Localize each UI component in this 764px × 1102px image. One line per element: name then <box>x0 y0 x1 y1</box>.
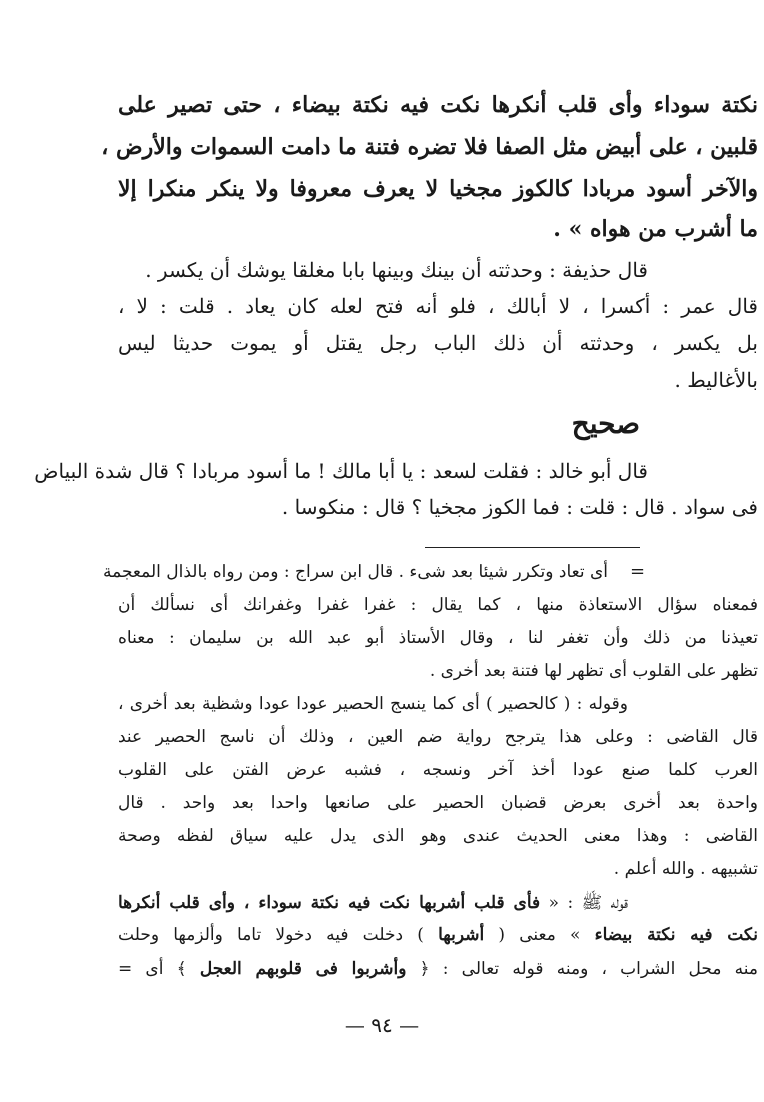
footnote-line: قال القاضى : وعلى هذا يترجح رواية ضم العين ، وذلك أن ناسج الحصير عند <box>118 727 758 747</box>
abu-khalid-line: قال أبو خالد : فقلت لسعد : يا أبا مالك ! ما أسود مربادا ؟ قال شدة البياض <box>34 459 648 483</box>
footnote-line: تشبيهه . والله أعلم . <box>613 859 758 879</box>
footnote-line: واحدة بعد أخرى بعرض قضبان الحصير على صانعها واحدا بعد واحد . قال <box>118 793 758 813</box>
continuation-mark: = <box>630 561 646 582</box>
footnote-separator <box>425 547 640 548</box>
footnote-line: وقوله : ( كالحصير ) أى كما ينسج الحصير عودا عودا وشظية بعد أخرى ، <box>118 694 628 714</box>
footnote-quote-bold: وأشربوا فى قلوبهم العجل <box>199 959 407 979</box>
footnote-line: تظهر على القلوب أى تظهر لها فتنة بعد أخرى . <box>429 661 758 681</box>
footnote-line <box>118 958 758 979</box>
footnote-line <box>118 892 628 917</box>
footnote-line: تعيذنا من ذلك وأن تغفر لنا ، وقال الأستاذ أبو عبد الله بن سليمان : معناه <box>118 628 758 648</box>
narration-line: بل يكسر ، وحدثته أن ذلك الباب رجل يقتل أو يموت حديثا ليس <box>118 331 758 355</box>
narration-line: قال حذيفة : وحدثته أن بينك وبينها بابا مغلقا يوشك أن يكسر . <box>145 258 648 282</box>
page-number: — ٩٤ — <box>344 1013 420 1037</box>
footnote-line: فمعناه سؤال الاستعاذة منها ، كما يقال : غفرا غفرا وغفرانك أى نسألك أن <box>118 595 758 615</box>
footnote-quote-bold: فأى قلب أشربها نكت فيه نكتة سوداء ، وأى قلب أنكرها <box>118 893 541 913</box>
footnote-line: أى تعاد وتكرر شيئا بعد شىء . قال ابن سراج : ومن رواه بالذال المعجمة <box>103 562 608 582</box>
hadith-line: قلبين ، على أبيض مثل الصفا فلا تضره فتنة ما دامت السموات والأرض ، <box>101 134 758 160</box>
abu-khalid-line: فى سواد . قال : قلت : فما الكوز مجخيا ؟ قال : منكوسا . <box>281 495 758 519</box>
footnote-quote-bold: نكت فيه نكتة بيضاء <box>594 925 759 945</box>
footnote-quote-bold: أشربها <box>438 925 485 945</box>
hadith-line: والآخر أسود مربادا كالكوز مجخيا لا يعرف معروفا ولا ينكر منكرا إلا <box>118 176 758 202</box>
footnote-text: منه محل الشراب ، ومنه قوله تعالى : ﴿ <box>419 959 759 979</box>
footnote-text: ﴾ أى = <box>118 959 187 979</box>
hadith-line: ما أشرب من هواه » . <box>553 216 758 242</box>
footnote-text: قوله ﷺ : « <box>548 893 628 913</box>
hadith-line: نكتة سوداء وأى قلب أنكرها نكت فيه نكتة بيضاء ، حتى تصير على <box>118 92 758 118</box>
narration-line: قال عمر : أكسرا ، لا أبالك ، فلو أنه فتح لعله كان يعاد . قلت : لا ، <box>118 294 758 318</box>
footnote-line: العرب كلما صنع عودا أخذ آخر ونسجه ، فشبه عرض الفتن على القلوب <box>118 760 758 780</box>
footnote-text: » معنى ( <box>498 925 581 945</box>
narration-line: بالأغاليط . <box>674 368 758 392</box>
footnote-line: القاضى : وهذا معنى الحديث عندى وهو الذى يدل عليه سياق لفظه وصحة <box>118 826 758 846</box>
footnote-line <box>118 925 758 945</box>
footnote-text: ) دخلت فيه دخولا تاما وألزمها وحلت <box>118 925 424 945</box>
grade-heading: صحيح <box>571 407 640 440</box>
